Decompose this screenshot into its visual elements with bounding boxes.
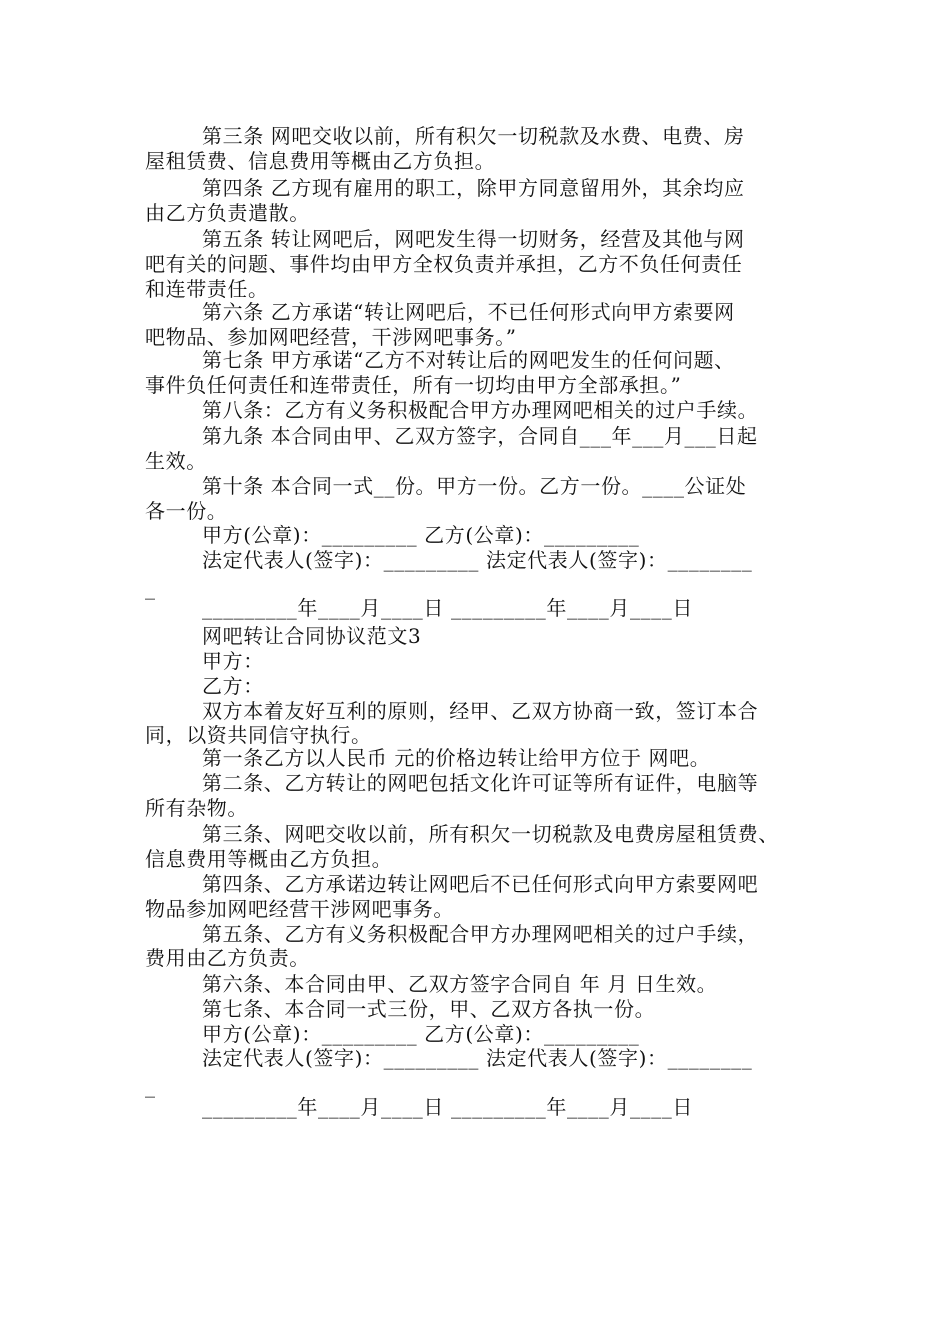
art9-line1: 第九条 本合同由甲、乙双方签字，合同自___年___月___日起 bbox=[202, 424, 758, 448]
s3-art5-line1: 第五条、乙方有义务积极配合甲方办理网吧相关的过户手续， bbox=[202, 922, 759, 946]
s3-art4-line1: 第四条、乙方承诺边转让网吧后不已任何形式向甲方索要网吧 bbox=[202, 872, 759, 896]
s3-art2-line2: 所有杂物。 bbox=[145, 796, 248, 820]
signature-line-2: 法定代表人(签字)：_________ 法定代表人(签字)：________ bbox=[202, 1046, 753, 1070]
s3-art2-line1: 第二条、乙方转让的网吧包括文化许可证等所有证件，电脑等 bbox=[202, 771, 759, 795]
seal-line-1: 甲方(公章)：_________ 乙方(公章)：_________ bbox=[202, 523, 640, 547]
signature-overflow-2: _ bbox=[145, 1074, 156, 1098]
art7-line1: 第七条 甲方承诺“乙方不对转让后的网吧发生的任何问题、 bbox=[202, 348, 735, 372]
art7-line2: 事件负任何责任和连带责任，所有一切均由甲方全部承担。” bbox=[145, 373, 682, 397]
art6-line2: 吧物品、参加网吧经营，干涉网吧事务。” bbox=[145, 325, 517, 349]
art10-line2: 各一份。 bbox=[145, 499, 228, 523]
art10-line1: 第十条 本合同一式__份。甲方一份。乙方一份。____公证处 bbox=[202, 474, 747, 498]
s3-art3-line1: 第三条、网吧交收以前，所有积欠一切税款及电费房屋租赁费、 bbox=[202, 822, 779, 846]
date-line-1: _________年____月____日 _________年____月____日 bbox=[202, 596, 693, 620]
signature-line-1: 法定代表人(签字)：_________ 法定代表人(签字)：________ bbox=[202, 548, 753, 572]
preamble-line2: 同，以资共同信守执行。 bbox=[145, 723, 372, 747]
s3-art7-line1: 第七条、本合同一式三份，甲、乙双方各执一份。 bbox=[202, 997, 656, 1021]
s3-art6-line1: 第六条、本合同由甲、乙双方签字合同自 年 月 日生效。 bbox=[202, 972, 718, 996]
art9-line2: 生效。 bbox=[145, 449, 207, 473]
art6-line1: 第六条 乙方承诺“转让网吧后，不已任何形式向甲方索要网 bbox=[202, 300, 735, 324]
seal-line-2: 甲方(公章)：_________ 乙方(公章)：_________ bbox=[202, 1022, 640, 1046]
art3-line2: 屋租赁费、信息费用等概由乙方负担。 bbox=[145, 149, 496, 173]
s3-art5-line2: 费用由乙方负责。 bbox=[145, 946, 310, 970]
signature-overflow-1: _ bbox=[145, 576, 156, 600]
art3-line1: 第三条 网吧交收以前，所有积欠一切税款及水费、电费、房 bbox=[202, 124, 745, 148]
art8-line1: 第八条：乙方有义务积极配合甲方办理网吧相关的过户手续。 bbox=[202, 398, 759, 422]
art4-line2: 由乙方负责遣散。 bbox=[145, 201, 310, 225]
party-b-label: 乙方： bbox=[202, 674, 264, 698]
art5-line3: 和连带责任。 bbox=[145, 277, 269, 301]
s3-art1-line1: 第一条乙方以人民币 元的价格边转让给甲方位于 网吧。 bbox=[202, 746, 711, 770]
s3-art3-line2: 信息费用等概由乙方负担。 bbox=[145, 847, 393, 871]
date-line-2: _________年____月____日 _________年____月____日 bbox=[202, 1095, 693, 1119]
preamble-line1: 双方本着友好互利的原则，经甲、乙双方协商一致，签订本合 bbox=[202, 699, 759, 723]
s3-art4-line2: 物品参加网吧经营干涉网吧事务。 bbox=[145, 897, 454, 921]
party-a-label: 甲方： bbox=[202, 649, 264, 673]
art4-line1: 第四条 乙方现有雇用的职工，除甲方同意留用外，其余均应 bbox=[202, 176, 745, 200]
art5-line1: 第五条 转让网吧后，网吧发生得一切财务，经营及其他与网 bbox=[202, 227, 745, 251]
section-title-3: 网吧转让合同协议范文3 bbox=[202, 624, 422, 648]
art5-line2: 吧有关的问题、事件均由甲方全权负责并承担，乙方不负任何责任 bbox=[145, 252, 743, 276]
